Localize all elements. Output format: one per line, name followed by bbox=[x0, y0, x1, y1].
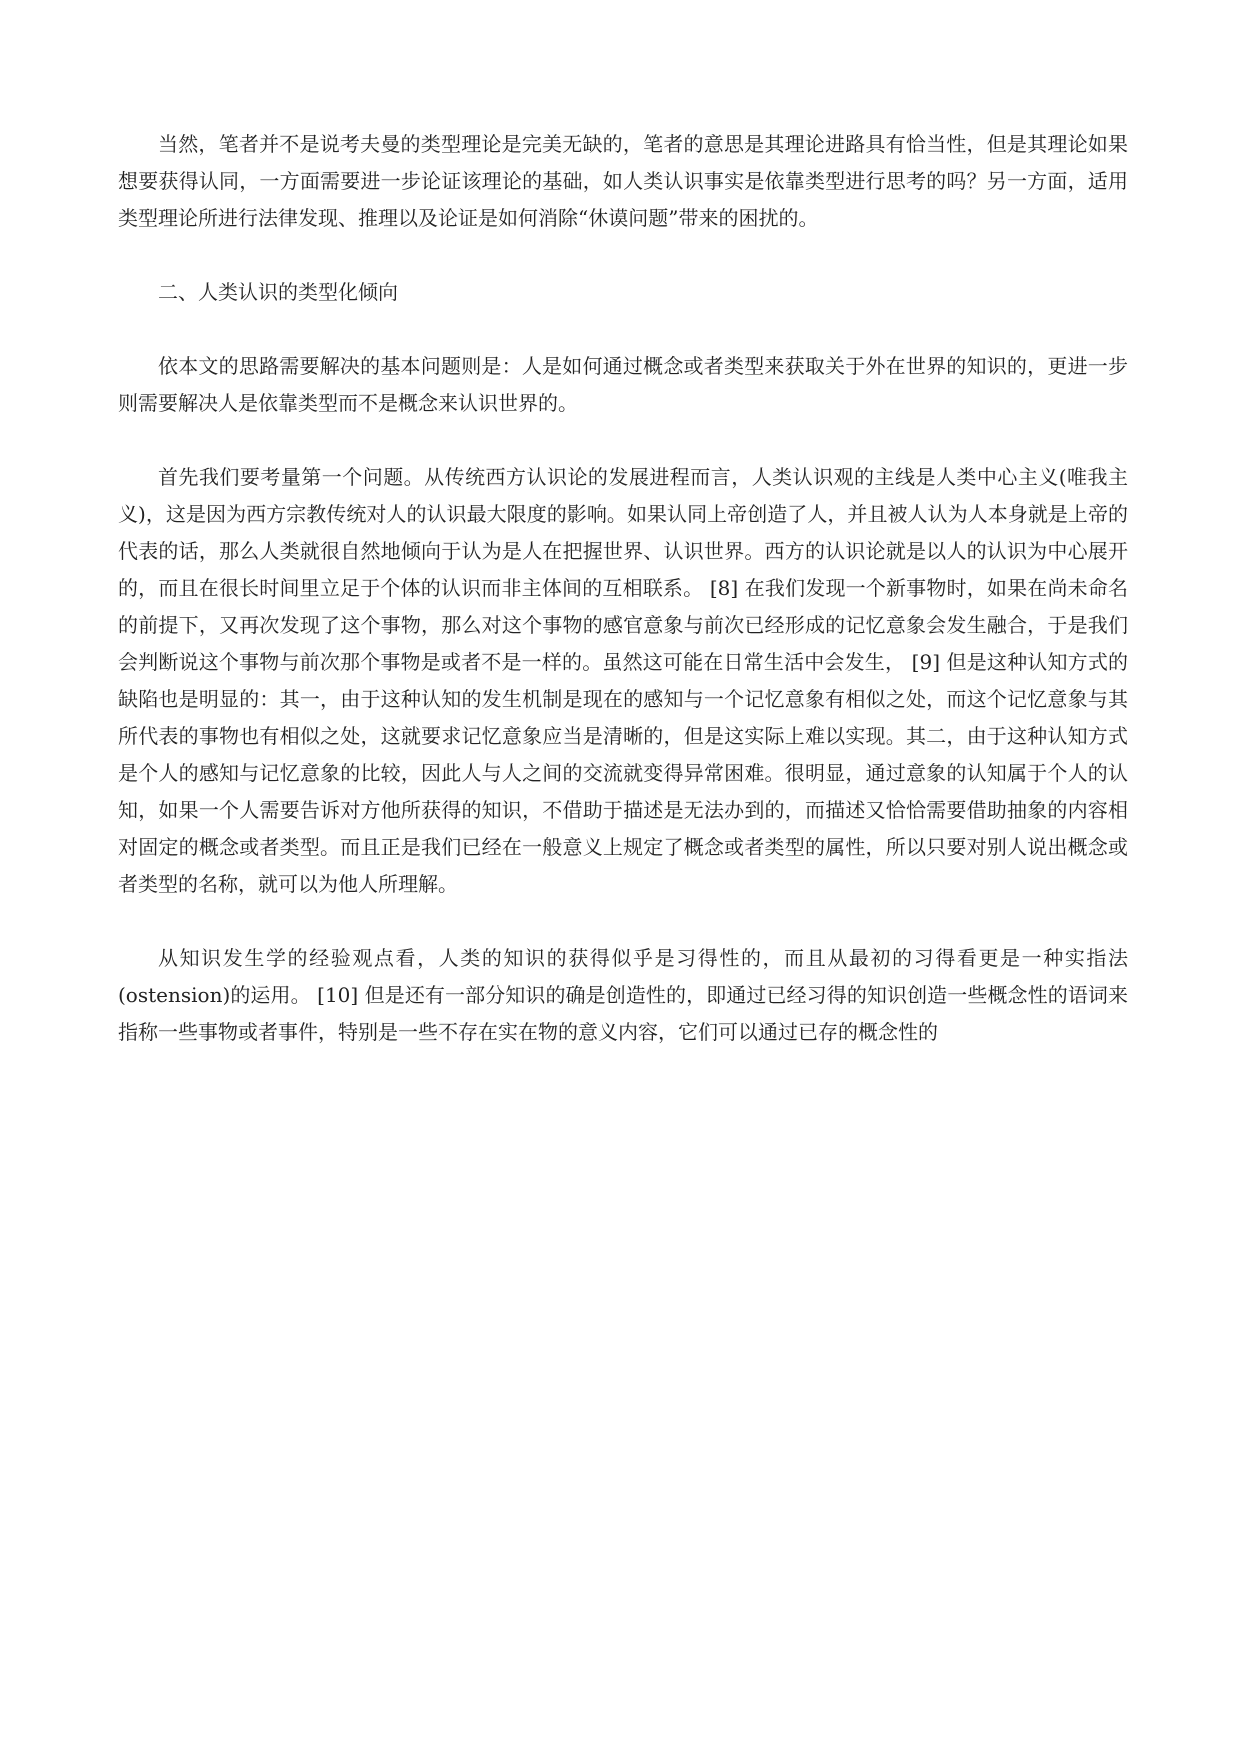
paragraph-typology-critique: 当然，笔者并不是说考夫曼的类型理论是完美无缺的，笔者的意思是其理论进路具有恰当性，但是其理论如果想要获得认同，一方面需要进一步论证该理论的基础，如人类认识事实是依靠类型进行思考的吗？另一方面，适用类型理论所进行法律发现、推理以及论证是如何消除“休谟问题”带来的困扰的。 bbox=[118, 132, 1128, 230]
paragraph-basic-question: 依本文的思路需要解决的基本问题则是：人是如何通过概念或者类型来获取关于外在世界的知识的，更进一步则需要解决人是依靠类型而不是概念来认识世界的。 bbox=[118, 354, 1128, 415]
paragraph-first-question: 首先我们要考量第一个问题。从传统西方认识论的发展进程而言，人类认识观的主线是人类中心主义(唯我主义)，这是因为西方宗教传统对人的认识最大限度的影响。如果认同上帝创造了人，并且被人认为人本身就是上帝的代表的话，那么人类就很自然地倾向于认为是人在把握世界、认识世界。西方的认识论就是以人的认识为中心展开的，而且在很长时间里立足于个体的认识而非主体间的互相联系。 [8] 在我们发现一个新事物时，如果在尚未命名的前提下，又再次发现了这个事物，那么对这个事物的感官意象与前次已经形成的记忆意象会发生融合，于是我们会判断说这个事物与前次那个事物是或者不是一样的。虽然这可能在日常生活中会发生， [9] 但是这种认知方式的缺陷也是明显的：其一，由于这种认知的发生机制是现在的感知与一个记忆意象有相似之处，而这个记忆意象与其所代表的事物也有相似之处，这就要求记忆意象应当是清晰的，但是这实际上难以实现。其二，由于这种认知方式是个人的感知与记忆意象的比较，因此人与人之间的交流就变得异常困难。很明显，通过意象的认知属于个人的认知，如果一个人需要告诉对方他所获得的知识，不借助于描述是无法办到的，而描述又恰恰需要借助抽象的内容相对固定的概念或者类型。而且正是我们已经在一般意义上规定了概念或者类型的属性，所以只要对别人说出概念或者类型的名称，就可以为他人所理解。 bbox=[118, 465, 1128, 896]
document-body bbox=[118, 126, 1128, 1088]
paragraph-knowledge-genesis: 从知识发生学的经验观点看，人类的知识的获得似乎是习得性的，而且从最初的习得看更是一种实指法(ostension)的运用。 [10] 但是还有一部分知识的确是创造性的，即通过已经习得的知识创造一些概念性的语词来指称一些事物或者事件，特别是一些不存在实在物的意义内容，它们可以通过已存的概念性的 bbox=[118, 946, 1128, 1044]
section-heading: 二、人类认识的类型化倾向 bbox=[158, 280, 398, 304]
